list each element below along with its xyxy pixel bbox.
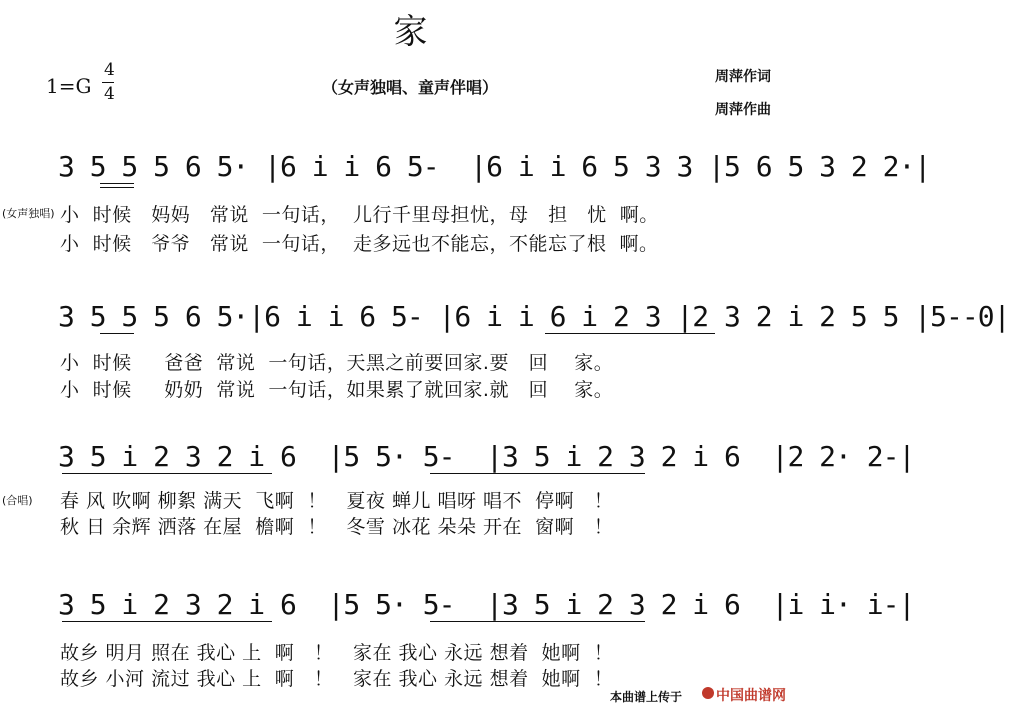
song-title: 家 (393, 12, 428, 52)
beam (430, 473, 645, 474)
lyric-verse-1: 春 风 吹啊 柳絮 满天 飞啊 ！ 夏夜 蝉儿 唱呀 唱不 停啊 ！ (60, 490, 614, 512)
voice-marker: (女声独唱) (2, 207, 55, 220)
beam (62, 473, 272, 474)
site-brand[interactable]: 中国曲谱网 (716, 688, 786, 704)
composer-credit: 周萍作曲 (715, 102, 771, 118)
lyric-verse-2: 故乡 小河 流过 我心 上 啊 ！ 家在 我心 永远 想着 她啊 ！ (60, 668, 614, 690)
beam (100, 187, 134, 188)
beam (545, 333, 715, 334)
notation-line: 3 5 5 5 6 5·|6 i i 6 5- |6 i i 6 i 2 3 |2 3 2 i 2 5 5 |5--0| (58, 300, 1009, 333)
beam (100, 183, 134, 184)
lyric-verse-2: 小 时候 奶奶 常说 一句话，如果累了就回家.就 回 家。 (60, 379, 614, 401)
lyric-verse-2: 小 时候 爷爷 常说 一句话， 走多远也不能忘，不能忘了根 啊。 (60, 233, 659, 255)
lyric-verse-2: 秋 日 余辉 洒落 在屋 檐啊 ！ 冬雪 冰花 朵朵 开在 窗啊 ！ (60, 516, 614, 538)
beam (100, 333, 134, 334)
beam (430, 621, 645, 622)
notation-line: 3 5 5 5 6 5· |6 i i 6 5- |6 i i 6 5 3 3 |5 6 5 3 2 2·| (58, 150, 931, 183)
voice-marker: (合唱) (2, 494, 33, 507)
upload-note: 本曲谱上传于 (610, 690, 683, 704)
lyricist-credit: 周萍作词 (715, 69, 771, 85)
meter-bottom: 4 (104, 84, 115, 104)
notation-line: 3 5 i 2 3 2 i 6 |5 5· 5- |3 5 i 2 3 2 i 6 |i i· i-| (58, 588, 915, 621)
performance-note: （女声独唱、童声伴唱） (322, 78, 499, 97)
meter-divider (102, 82, 114, 83)
notation-line: 3 5 i 2 3 2 i 6 |5 5· 5- |3 5 i 2 3 2 i 6 |2 2· 2-| (58, 440, 915, 473)
site-logo-icon (702, 687, 714, 699)
meter-top: 4 (104, 60, 115, 80)
lyric-verse-1: 小 时候 爸爸 常说 一句话，天黑之前要回家.要 回 家。 (60, 352, 614, 374)
lyric-verse-1: 小 时候 妈妈 常说 一句话， 儿行千里母担忧，母 担 忧 啊。 (60, 204, 659, 226)
key-signature: 1=G (46, 74, 92, 98)
beam (62, 621, 272, 622)
lyric-verse-1: 故乡 明月 照在 我心 上 啊 ！ 家在 我心 永远 想着 她啊 ！ (60, 642, 614, 664)
